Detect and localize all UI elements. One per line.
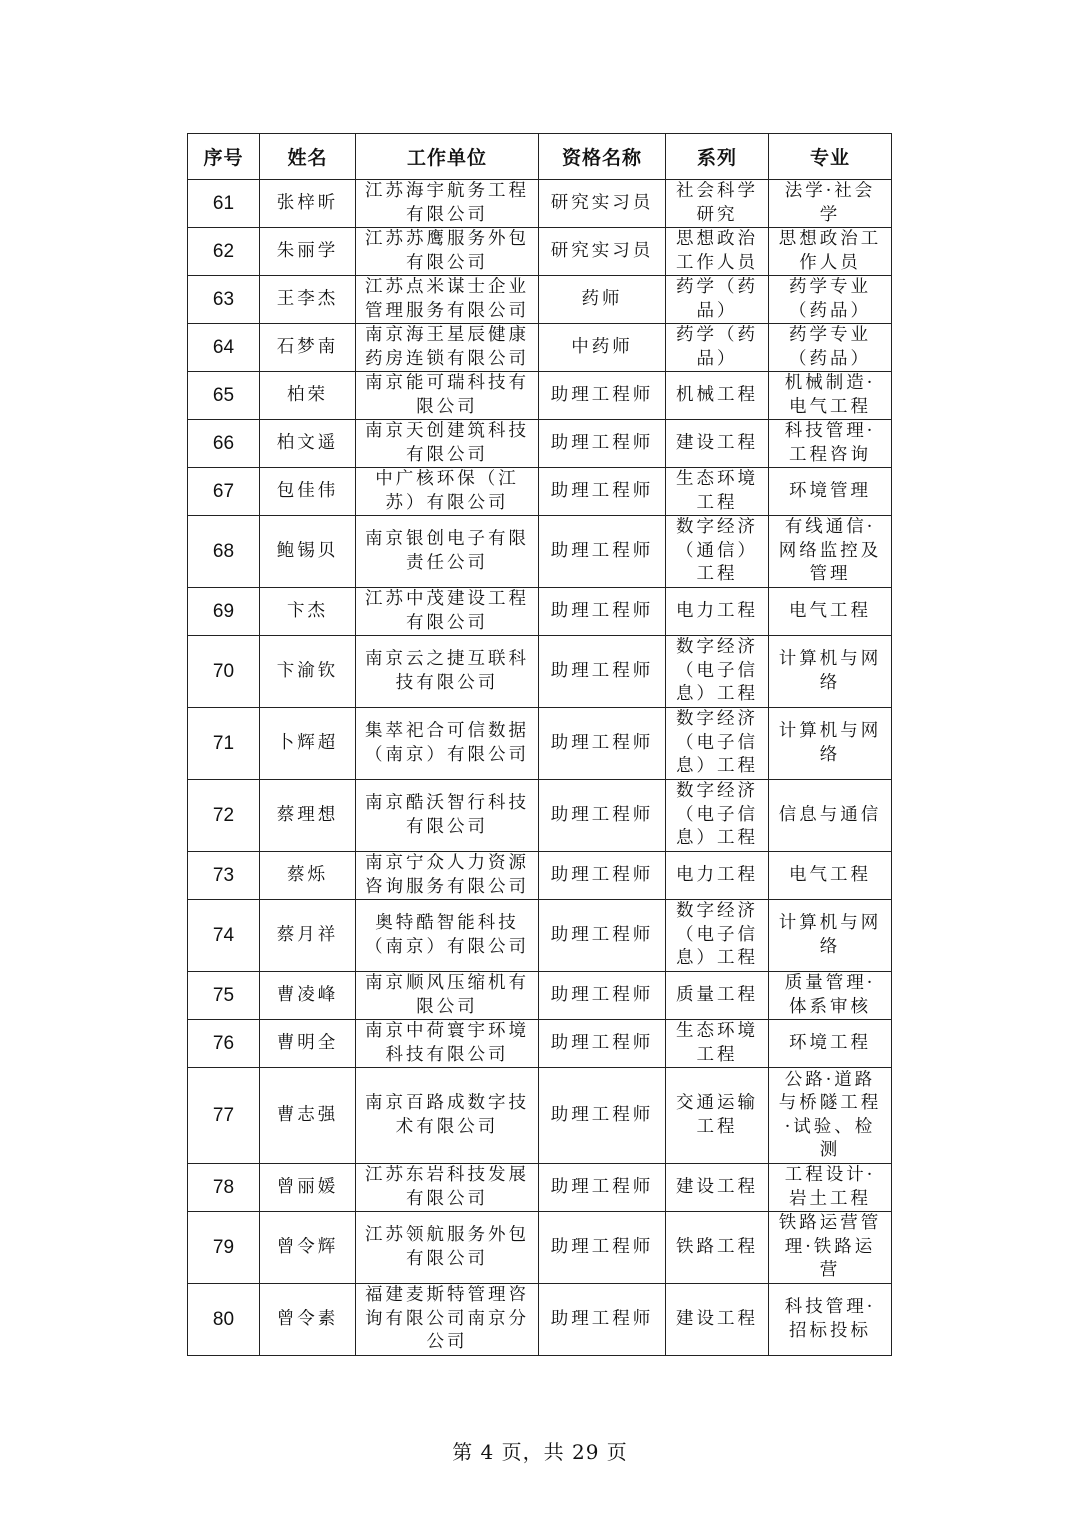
cell-series: 电力工程 — [666, 852, 769, 900]
cell-work-unit: 江苏东岩科技发展有限公司 — [356, 1164, 539, 1212]
cell-series: 质量工程 — [666, 972, 769, 1020]
header-qualification: 资格名称 — [539, 134, 666, 180]
cell-work-unit: 南京顺风压缩机有限公司 — [356, 972, 539, 1020]
table-row — [188, 852, 892, 900]
cell-major: 有线通信·网络监控及管理 — [769, 516, 892, 588]
table-row — [188, 420, 892, 468]
table-row — [188, 228, 892, 276]
qualification-table — [187, 133, 892, 1356]
header-name: 姓名 — [260, 134, 356, 180]
cell-major: 电气工程 — [769, 588, 892, 636]
cell-serial: 77 — [188, 1068, 260, 1164]
cell-qualification: 助理工程师 — [539, 972, 666, 1020]
cell-major: 计算机与网络 — [769, 708, 892, 780]
cell-serial: 70 — [188, 636, 260, 708]
cell-name: 柏文遥 — [260, 420, 356, 468]
cell-qualification: 助理工程师 — [539, 588, 666, 636]
cell-name: 曹凌峰 — [260, 972, 356, 1020]
cell-serial: 80 — [188, 1284, 260, 1356]
cell-work-unit: 中广核环保（江苏）有限公司 — [356, 468, 539, 516]
cell-qualification: 助理工程师 — [539, 1284, 666, 1356]
cell-major: 质量管理·体系审核 — [769, 972, 892, 1020]
cell-name: 王李杰 — [260, 276, 356, 324]
cell-work-unit: 南京百路成数字技术有限公司 — [356, 1068, 539, 1164]
cell-name: 张梓昕 — [260, 180, 356, 228]
cell-qualification: 助理工程师 — [539, 900, 666, 972]
table-row — [188, 1284, 892, 1356]
cell-series: 数字经济（电子信息）工程 — [666, 708, 769, 780]
cell-qualification: 助理工程师 — [539, 636, 666, 708]
cell-qualification: 助理工程师 — [539, 372, 666, 420]
cell-work-unit: 南京酷沃智行科技有限公司 — [356, 780, 539, 852]
cell-serial: 79 — [188, 1212, 260, 1284]
cell-serial: 72 — [188, 780, 260, 852]
cell-name: 鲍锡贝 — [260, 516, 356, 588]
table-row — [188, 180, 892, 228]
cell-qualification: 药师 — [539, 276, 666, 324]
cell-serial: 68 — [188, 516, 260, 588]
cell-serial: 74 — [188, 900, 260, 972]
cell-series: 建设工程 — [666, 420, 769, 468]
cell-name: 柏荣 — [260, 372, 356, 420]
cell-serial: 78 — [188, 1164, 260, 1212]
cell-serial: 69 — [188, 588, 260, 636]
cell-qualification: 研究实习员 — [539, 180, 666, 228]
qualification-table-page — [187, 133, 891, 1356]
cell-serial: 71 — [188, 708, 260, 780]
cell-series: 建设工程 — [666, 1164, 769, 1212]
cell-qualification: 助理工程师 — [539, 468, 666, 516]
cell-work-unit: 南京银创电子有限责任公司 — [356, 516, 539, 588]
cell-series: 思想政治工作人员 — [666, 228, 769, 276]
cell-series: 机械工程 — [666, 372, 769, 420]
cell-work-unit: 奥特酷智能科技（南京）有限公司 — [356, 900, 539, 972]
table-row — [188, 372, 892, 420]
cell-serial: 66 — [188, 420, 260, 468]
table-row — [188, 636, 892, 708]
cell-work-unit: 南京中荷寰宇环境科技有限公司 — [356, 1020, 539, 1068]
cell-name: 曾丽媛 — [260, 1164, 356, 1212]
cell-qualification: 助理工程师 — [539, 1020, 666, 1068]
cell-series: 生态环境工程 — [666, 468, 769, 516]
cell-qualification: 研究实习员 — [539, 228, 666, 276]
cell-series: 数字经济（电子信息）工程 — [666, 900, 769, 972]
cell-major: 环境管理 — [769, 468, 892, 516]
cell-series: 数字经济（电子信息）工程 — [666, 636, 769, 708]
cell-qualification: 助理工程师 — [539, 1068, 666, 1164]
table-body — [188, 180, 892, 1356]
cell-name: 卜辉超 — [260, 708, 356, 780]
cell-serial: 73 — [188, 852, 260, 900]
page-number-footer: 第 4 页，共 29 页 — [452, 1440, 628, 1464]
cell-qualification: 助理工程师 — [539, 1212, 666, 1284]
cell-serial: 62 — [188, 228, 260, 276]
cell-major: 铁路运营管理·铁路运营 — [769, 1212, 892, 1284]
cell-major: 法学·社会学 — [769, 180, 892, 228]
table-row — [188, 1212, 892, 1284]
cell-serial: 64 — [188, 324, 260, 372]
cell-work-unit: 南京云之捷互联科技有限公司 — [356, 636, 539, 708]
header-major: 专业 — [769, 134, 892, 180]
cell-major: 电气工程 — [769, 852, 892, 900]
cell-name: 卞杰 — [260, 588, 356, 636]
cell-qualification: 助理工程师 — [539, 516, 666, 588]
table-row — [188, 972, 892, 1020]
cell-series: 社会科学研究 — [666, 180, 769, 228]
cell-work-unit: 江苏领航服务外包有限公司 — [356, 1212, 539, 1284]
cell-work-unit: 江苏中茂建设工程有限公司 — [356, 588, 539, 636]
table-row — [188, 516, 892, 588]
cell-serial: 63 — [188, 276, 260, 324]
table-row — [188, 1020, 892, 1068]
cell-major: 计算机与网络 — [769, 900, 892, 972]
cell-work-unit: 南京海王星辰健康药房连锁有限公司 — [356, 324, 539, 372]
cell-series: 交通运输工程 — [666, 1068, 769, 1164]
cell-series: 药学（药品） — [666, 324, 769, 372]
cell-work-unit: 江苏苏鹰服务外包有限公司 — [356, 228, 539, 276]
header-serial: 序号 — [188, 134, 260, 180]
cell-series: 电力工程 — [666, 588, 769, 636]
table-row — [188, 588, 892, 636]
cell-series: 建设工程 — [666, 1284, 769, 1356]
cell-name: 曾令素 — [260, 1284, 356, 1356]
table-row — [188, 1068, 892, 1164]
cell-major: 信息与通信 — [769, 780, 892, 852]
cell-work-unit: 福建麦斯特管理咨询有限公司南京分公司 — [356, 1284, 539, 1356]
table-row — [188, 276, 892, 324]
cell-major: 公路·道路与桥隧工程·试验、检测 — [769, 1068, 892, 1164]
cell-name: 卞渝钦 — [260, 636, 356, 708]
cell-name: 石梦南 — [260, 324, 356, 372]
cell-name: 蔡月祥 — [260, 900, 356, 972]
cell-name: 曹志强 — [260, 1068, 356, 1164]
cell-qualification: 助理工程师 — [539, 420, 666, 468]
cell-serial: 67 — [188, 468, 260, 516]
cell-name: 曾令辉 — [260, 1212, 356, 1284]
cell-series: 生态环境工程 — [666, 1020, 769, 1068]
cell-name: 朱丽学 — [260, 228, 356, 276]
cell-work-unit: 南京能可瑞科技有限公司 — [356, 372, 539, 420]
cell-name: 曹明全 — [260, 1020, 356, 1068]
cell-major: 科技管理·招标投标 — [769, 1284, 892, 1356]
header-work-unit: 工作单位 — [356, 134, 539, 180]
cell-qualification: 助理工程师 — [539, 780, 666, 852]
cell-qualification: 助理工程师 — [539, 852, 666, 900]
cell-work-unit: 南京宁众人力资源咨询服务有限公司 — [356, 852, 539, 900]
cell-serial: 75 — [188, 972, 260, 1020]
table-row — [188, 1164, 892, 1212]
cell-major: 环境工程 — [769, 1020, 892, 1068]
cell-qualification: 助理工程师 — [539, 708, 666, 780]
cell-name: 包佳伟 — [260, 468, 356, 516]
table-row — [188, 900, 892, 972]
table-row — [188, 708, 892, 780]
cell-major: 药学专业（药品） — [769, 324, 892, 372]
cell-series: 数字经济（电子信息）工程 — [666, 780, 769, 852]
cell-qualification: 助理工程师 — [539, 1164, 666, 1212]
cell-name: 蔡理想 — [260, 780, 356, 852]
cell-serial: 65 — [188, 372, 260, 420]
cell-name: 蔡烁 — [260, 852, 356, 900]
cell-work-unit: 江苏点米谋士企业管理服务有限公司 — [356, 276, 539, 324]
table-header-row — [188, 134, 892, 180]
cell-series: 数字经济（通信）工程 — [666, 516, 769, 588]
table-row — [188, 468, 892, 516]
cell-work-unit: 南京天创建筑科技有限公司 — [356, 420, 539, 468]
cell-major: 计算机与网络 — [769, 636, 892, 708]
cell-work-unit: 江苏海宇航务工程有限公司 — [356, 180, 539, 228]
cell-serial: 76 — [188, 1020, 260, 1068]
cell-major: 机械制造·电气工程 — [769, 372, 892, 420]
table-row — [188, 780, 892, 852]
cell-series: 铁路工程 — [666, 1212, 769, 1284]
header-series: 系列 — [666, 134, 769, 180]
cell-major: 思想政治工作人员 — [769, 228, 892, 276]
cell-qualification: 中药师 — [539, 324, 666, 372]
table-row — [188, 324, 892, 372]
cell-major: 科技管理·工程咨询 — [769, 420, 892, 468]
cell-major: 药学专业（药品） — [769, 276, 892, 324]
cell-series: 药学（药品） — [666, 276, 769, 324]
cell-major: 工程设计·岩土工程 — [769, 1164, 892, 1212]
cell-serial: 61 — [188, 180, 260, 228]
cell-work-unit: 集萃祀合可信数据（南京）有限公司 — [356, 708, 539, 780]
